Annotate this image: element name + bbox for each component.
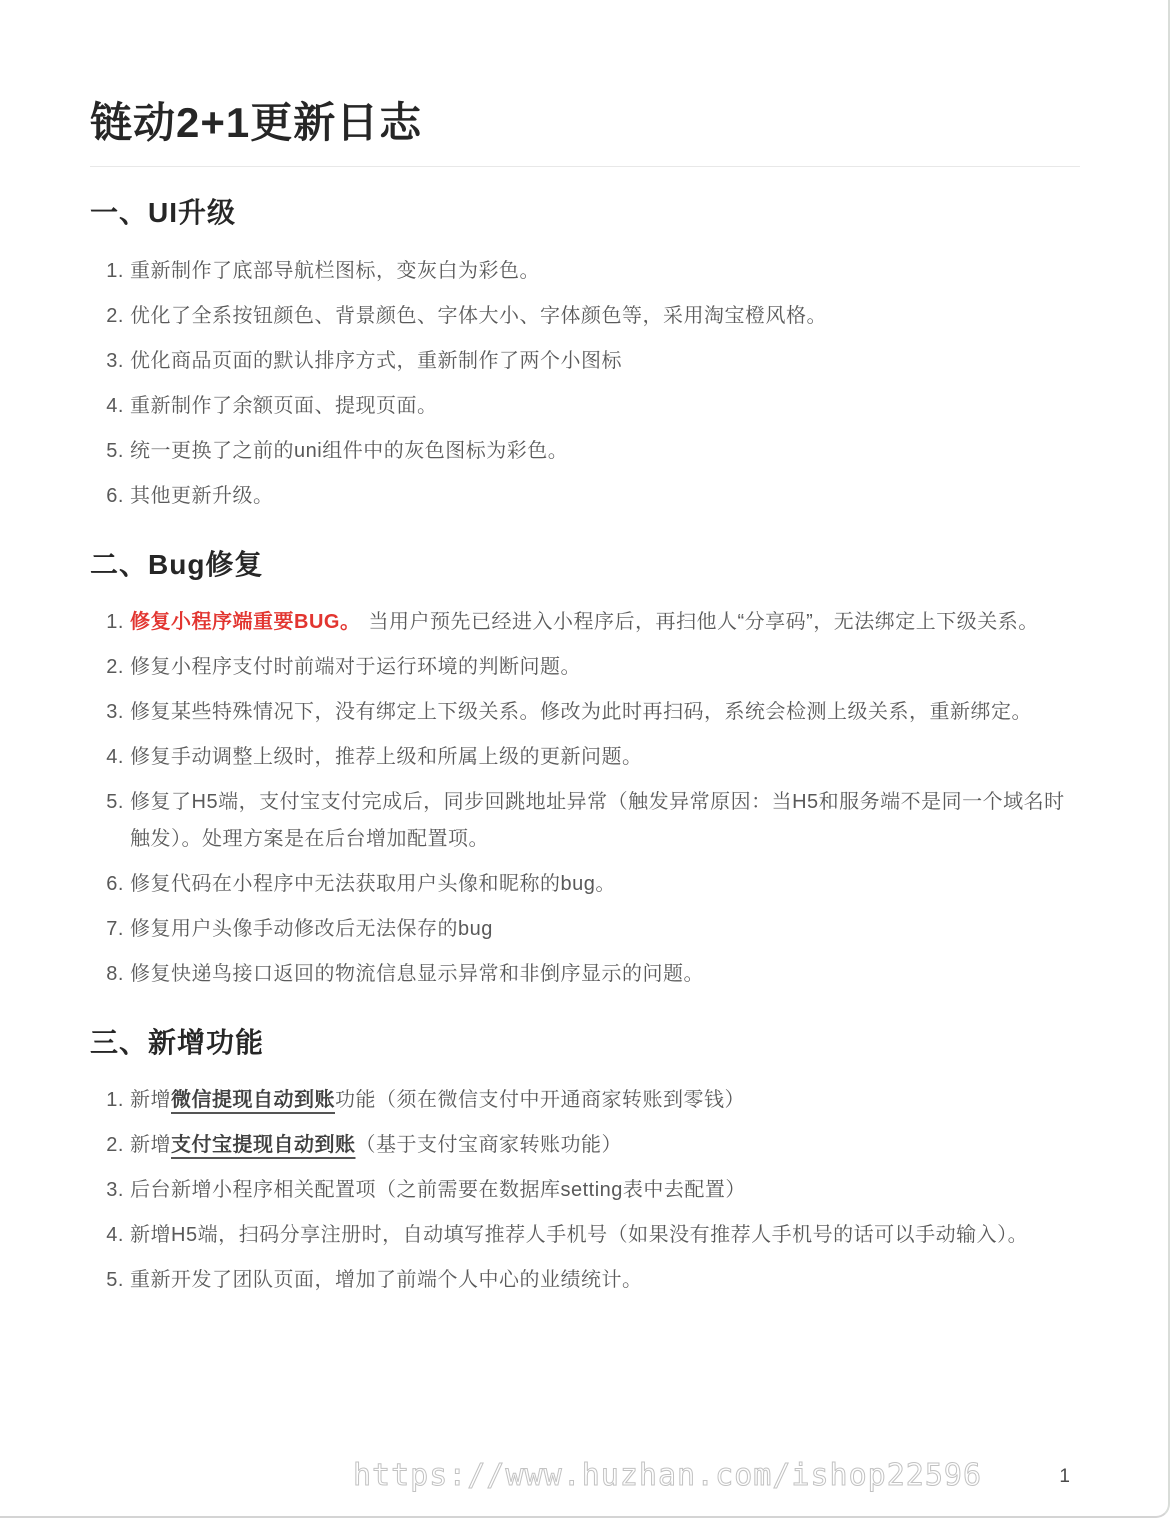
- important-bug-highlight: 修复小程序端重要BUG。: [130, 610, 361, 633]
- feature-name-wechat-withdraw: 微信提现自动到账: [171, 1088, 335, 1111]
- list-item-text: （基于支付宝商家转账功能）: [355, 1133, 622, 1156]
- list-item-text: 功能（须在微信支付中开通商家转账到零钱）: [335, 1088, 745, 1111]
- list-item: 5. 统一更换了之前的uni组件中的灰色图标为彩色。: [130, 433, 1080, 470]
- list-item: 2. 优化了全系按钮颜色、背景颜色、字体大小、字体颜色等，采用淘宝橙风格。: [130, 298, 1080, 335]
- section-heading-new-features: 三、新增功能: [90, 1026, 265, 1058]
- list-item: 1. 重新制作了底部导航栏图标，变灰白为彩色。: [130, 253, 1080, 290]
- feature-name-alipay-withdraw: 支付宝提现自动到账: [171, 1133, 356, 1156]
- watermark-url: https://www.huzhan.com/ishop22596: [353, 1458, 983, 1493]
- list-item-text: 当用户预先已经进入小程序后，再扫他人“分享码”，无法绑定上下级关系。: [368, 610, 1039, 633]
- list-item: 4. 重新制作了余额页面、提现页面。: [130, 388, 1080, 425]
- list-item: 4. 新增H5端，扫码分享注册时，自动填写推荐人手机号（如果没有推荐人手机号的话可以手动输入）。: [130, 1217, 1080, 1254]
- list-item: [130, 1127, 1080, 1164]
- list-item: 8. 修复快递鸟接口返回的物流信息显示异常和非倒序显示的问题。: [130, 956, 1080, 993]
- ui-upgrade-list: [90, 253, 1080, 515]
- section-heading-ui-upgrade: 一、UI升级: [90, 197, 237, 229]
- list-item: 3. 修复某些特殊情况下，没有绑定上下级关系。修改为此时再扫码，系统会检测上级关系，重新绑定。: [130, 694, 1080, 731]
- section-heading-bug-fixes: 二、Bug修复: [90, 548, 264, 580]
- list-item: 3. 后台新增小程序相关配置项（之前需要在数据库setting表中去配置）: [130, 1172, 1080, 1209]
- page-title: 链动2+1更新日志: [90, 0, 1080, 167]
- list-item: [130, 604, 1080, 641]
- list-item: 7. 修复用户头像手动修改后无法保存的bug: [130, 911, 1080, 948]
- list-item: [130, 1082, 1080, 1119]
- section-new-features: [90, 1023, 1080, 1299]
- list-item: 2. 修复小程序支付时前端对于运行环境的判断问题。: [130, 649, 1080, 686]
- section-ui-upgrade: [90, 193, 1080, 514]
- section-bug-fixes: [90, 545, 1080, 993]
- list-item-text: 新增: [130, 1088, 171, 1111]
- page-number: 1: [1059, 1466, 1070, 1487]
- bug-fixes-list: [90, 604, 1080, 993]
- list-item: 5. 重新开发了团队页面，增加了前端个人中心的业绩统计。: [130, 1262, 1080, 1299]
- list-item: 3. 优化商品页面的默认排序方式，重新制作了两个小图标: [130, 343, 1080, 380]
- list-item: 5. 修复了H5端，支付宝支付完成后，同步回跳地址异常（触发异常原因：当H5和服务端不是同一个域名时触发）。处理方案是在后台增加配置项。: [130, 784, 1080, 858]
- list-item: 4. 修复手动调整上级时，推荐上级和所属上级的更新问题。: [130, 739, 1080, 776]
- list-item-text: 新增: [130, 1133, 171, 1156]
- list-item: 6. 修复代码在小程序中无法获取用户头像和昵称的bug。: [130, 866, 1080, 903]
- new-features-list: [90, 1082, 1080, 1299]
- list-item: 6. 其他更新升级。: [130, 478, 1080, 515]
